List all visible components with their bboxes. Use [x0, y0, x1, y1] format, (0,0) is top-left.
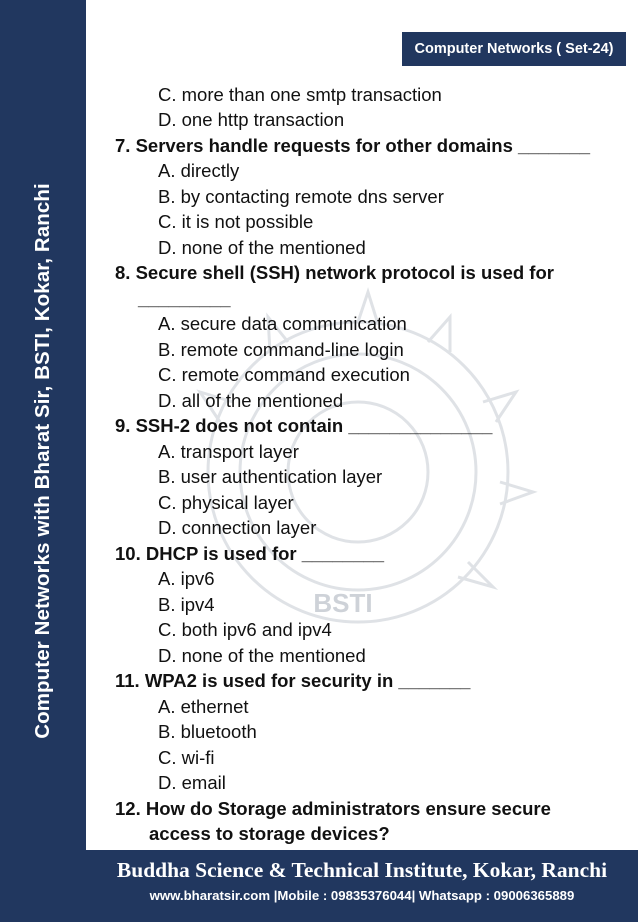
option-line: B. user authentication layer [158, 466, 383, 487]
option-line: B. by contacting remote dns server [158, 186, 444, 207]
watermark-text: BSTI [313, 588, 373, 618]
option-line: D. none of the mentioned [158, 237, 366, 258]
footer-banner [86, 850, 638, 922]
answer-blank: _________ [138, 288, 231, 309]
option-line: C. wi-fi [158, 747, 215, 768]
option-line: A. secure data communication [158, 313, 407, 334]
option-line: A. ipv6 [158, 568, 215, 589]
option-line: C. more than one smtp transaction [158, 84, 442, 105]
option-line: A. transport layer [158, 441, 299, 462]
question-line-continuation: access to storage devices? [149, 823, 390, 844]
institute-name: Buddha Science & Technical Institute, Kokar, Ranchi [116, 858, 608, 882]
option-line: D. connection layer [158, 517, 317, 538]
option-line: C. remote command execution [158, 364, 410, 385]
option-line: B. remote command-line login [158, 339, 404, 360]
option-line: A. directly [158, 160, 240, 181]
question-line: 12. How do Storage administrators ensure secure [115, 798, 551, 819]
option-line: D. none of the mentioned [158, 645, 366, 666]
option-line: A. ethernet [158, 696, 249, 717]
option-line: C. both ipv6 and ipv4 [158, 619, 332, 640]
option-line: B. bluetooth [158, 721, 257, 742]
question-line: 9. SSH-2 does not contain ______________ [115, 415, 493, 436]
option-line: D. email [158, 772, 226, 793]
question-line: 10. DHCP is used for ________ [115, 543, 385, 564]
question-line: 7. Servers handle requests for other domains _______ [115, 135, 591, 156]
option-line: C. physical layer [158, 492, 294, 513]
option-line: C. it is not possible [158, 211, 314, 232]
set-badge: Computer Networks ( Set-24) [402, 32, 626, 66]
option-line: D. all of the mentioned [158, 390, 344, 411]
contact-info: www.bharatsir.com |Mobile : 09835376044| Whatsapp : 09006365889 [149, 888, 575, 903]
option-line: D. one http transaction [158, 109, 345, 130]
sidebar-title: Computer Networks with Bharat Sir, BSTI, Kokar, Ranchi [31, 183, 54, 739]
question-line: 8. Secure shell (SSH) network protocol is used for [115, 262, 554, 283]
option-line: B. ipv4 [158, 594, 215, 615]
question-line: 11. WPA2 is used for security in _______ [115, 670, 471, 691]
